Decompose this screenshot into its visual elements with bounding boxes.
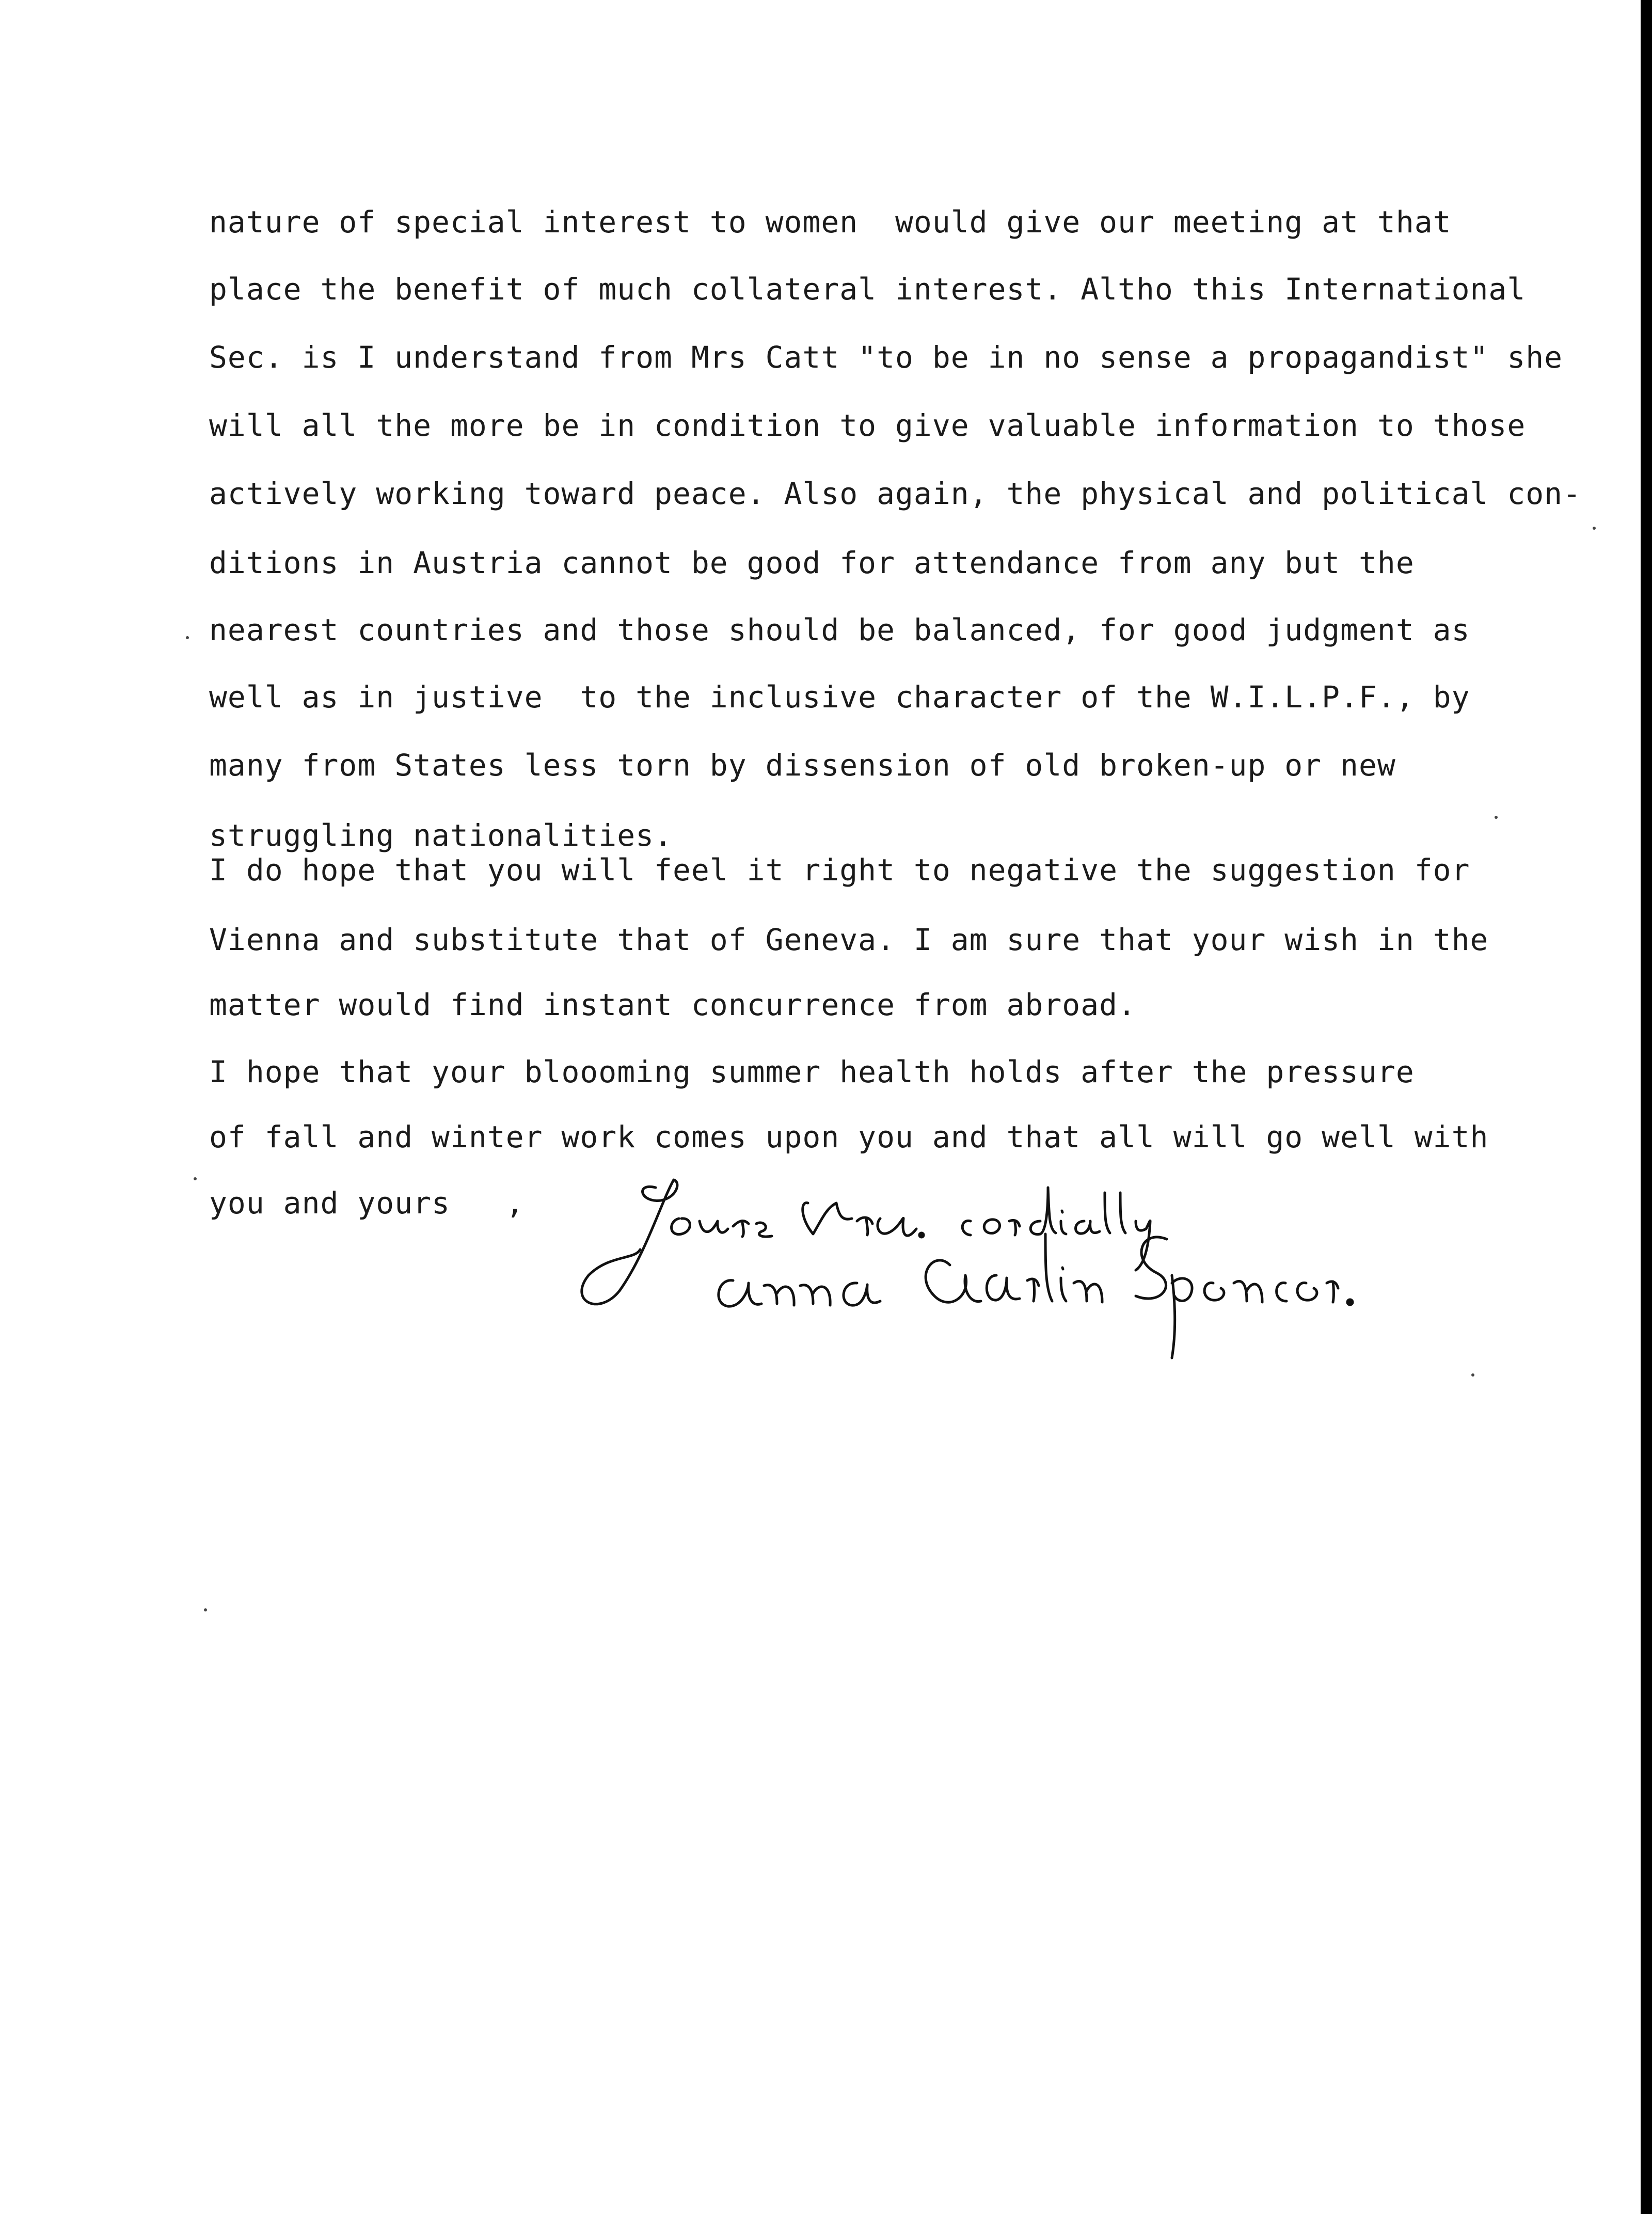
letter-line: struggling nationalities. [209, 818, 673, 853]
letter-line: place the benefit of much collateral interest. Altho this International [209, 272, 1526, 307]
letter-line: ditions in Austria cannot be good for attendance from any but the [209, 545, 1415, 580]
handwritten-signature [578, 1172, 1559, 1368]
letter-line: well as in justive to the inclusive character of the W.I.L.P.F., by [209, 679, 1470, 715]
scan-edge [1641, 0, 1652, 2214]
letter-line: many from States less torn by dissension of old broken-up or new [209, 748, 1396, 783]
letter-line: nature of special interest to women would give our meeting at that [209, 204, 1452, 240]
scan-speck [186, 636, 189, 639]
letter-line: actively working toward peace. Also again, the physical and political con- [209, 476, 1582, 511]
scan-speck [194, 1177, 197, 1180]
scan-speck [1593, 527, 1596, 530]
letter-line: Sec. is I understand from Mrs Catt "to be in no sense a propagandist" she [209, 340, 1563, 375]
scan-speck [204, 1608, 207, 1611]
letter-line: Vienna and substitute that of Geneva. I am sure that your wish in the [209, 922, 1489, 957]
letter-line: of fall and winter work comes upon you and that all will go well with [209, 1119, 1489, 1155]
letter-line: you and yours , [209, 1185, 525, 1221]
letter-line: will all the more be in condition to give valuable information to those [209, 408, 1526, 443]
letter-line: nearest countries and those should be balanced, for good judgment as [209, 612, 1470, 647]
letter-line: I hope that your bloooming summer health holds after the pressure [209, 1054, 1415, 1089]
scan-speck [1471, 1373, 1474, 1377]
scan-speck [1495, 816, 1498, 819]
letter-line: matter would find instant concurrence from abroad. [209, 987, 1136, 1022]
letter-line: I do hope that you will feel it right to negative the suggestion for [209, 852, 1470, 888]
